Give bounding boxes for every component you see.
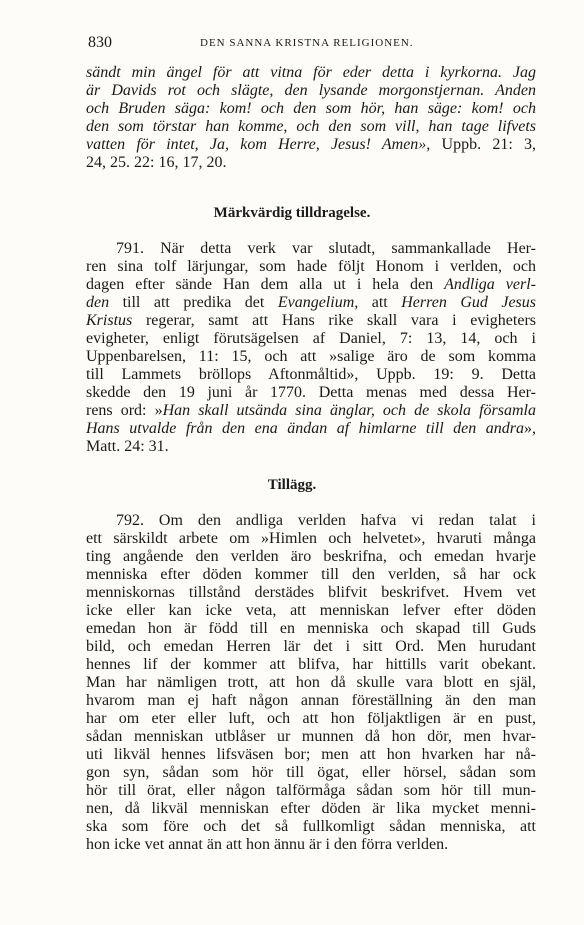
text-span: Uppb. 21: 3, bbox=[430, 136, 536, 153]
italic-span: Evangelium, bbox=[277, 294, 359, 311]
text-line: 792. Om den andliga verlden hafva vi redan talat i bbox=[116, 512, 536, 529]
section-heading: Märkvärdig tilldragelse. bbox=[213, 205, 371, 221]
text-line: gon syn, sådan som hör till ögat, eller hörsel, sådan som bbox=[86, 764, 536, 781]
text-line: menniska efter döden kommer till den verlden, så har ock bbox=[86, 566, 536, 583]
text-line: hvarom man ej haft någon annan föreställning än den man bbox=[86, 692, 536, 709]
text-span: till att predika det bbox=[109, 294, 278, 311]
text-line bbox=[86, 312, 536, 330]
italic-span: vatten för intet, Ja, kom Herre, Jesus! Amen», bbox=[86, 136, 431, 153]
text-line: emedan hon är född till en menniska och skapad till Guds bbox=[86, 620, 536, 637]
text-line: sådan menniskan utblåser ur munnen då hon dör, men hvar- bbox=[86, 728, 536, 745]
text-line: till Lammets bröllops Aftonmåltid», Uppb. 19: 9. Detta bbox=[86, 366, 536, 383]
text-span: att bbox=[358, 294, 402, 311]
text-line: nen, då likväl menniskan efter döden är lika mycket menni- bbox=[86, 800, 536, 817]
text-line: och Bruden säga: kom! och den som hör, han säge: kom! och bbox=[86, 100, 536, 117]
text-line bbox=[86, 136, 536, 154]
text-line: ska som före och det så fullkomligt sådan menniska, att bbox=[86, 818, 536, 835]
text-line bbox=[86, 402, 536, 420]
page-header bbox=[88, 34, 536, 50]
text-line: ren sina tolf lärjungar, som hade följt Honom i verlden, och bbox=[86, 258, 536, 275]
text-line: den som törstar han komme, och den som vill, han tage lifvets bbox=[86, 118, 536, 135]
italic-span: Hans utvalde från den ena ändan af himlarne till den andra bbox=[86, 420, 524, 437]
text-line: bild, och emedan Herren lär det i sitt Ord. Men hurudant bbox=[86, 638, 536, 655]
text-line: har om eter eller luft, och att hon följaktligen är en pust, bbox=[86, 710, 536, 727]
italic-span: Han skall utsända sina änglar, och de skola församla bbox=[162, 402, 536, 419]
text-span: dagen efter sände Han dem alla ut i hela den bbox=[86, 276, 445, 293]
text-line: 24, 25. 22: 16, 17, 20. bbox=[86, 154, 227, 171]
italic-span: Herren Gud Jesus bbox=[401, 294, 536, 311]
italic-span: den bbox=[86, 294, 110, 311]
text-line: evigheter, enligt förutsägelsen af Daniel, 7: 13, 14, och i bbox=[86, 330, 536, 347]
running-title: DEN SANNA KRISTNA RELIGIONEN. bbox=[200, 37, 414, 49]
text-line: hennes lif der kommer att blifva, har hittills varit obekant. bbox=[86, 656, 536, 673]
text-line: sändt min ängel för att vitna för eder detta i kyrkorna. Jag bbox=[86, 64, 536, 81]
italic-span: Kristus bbox=[86, 312, 133, 329]
text-line: hör till örat, eller någon talförmåga sådan som hör till mun- bbox=[86, 782, 536, 799]
text-line: Man har nämligen trott, att hon då skulle vara blott en själ, bbox=[86, 674, 536, 691]
text-line: 791. När detta verk var slutadt, sammankallade Her- bbox=[116, 240, 536, 257]
text-span: », bbox=[524, 420, 536, 437]
text-line: menniskornas tillstånd derstädes blifvit beskrifvet. Hvem vet bbox=[86, 584, 536, 601]
text-line: Matt. 24: 31. bbox=[86, 438, 169, 455]
text-line: uti likväl hennes lifsväsen bor; men att hon hvarken har nå- bbox=[86, 746, 536, 763]
text-line bbox=[86, 276, 536, 294]
text-line: är Davids rot och slägte, den lysande morgonstjernan. Anden bbox=[86, 82, 536, 99]
text-line: ting angående den verlden äro beskrifna, och emedan hvarje bbox=[86, 548, 536, 565]
section-heading: Tillägg. bbox=[267, 477, 317, 493]
text-line: icke eller kan icke veta, att menniskan lefver efter döden bbox=[86, 602, 536, 619]
text-span: rens ord: » bbox=[86, 402, 163, 419]
text-line: Uppenbarelsen, 11: 15, och att »salige äro de som komma bbox=[86, 348, 536, 365]
text-line: ett särskildt arbete om »Himlen och helvetet», hvaruti många bbox=[86, 530, 536, 547]
italic-span: Andliga verl- bbox=[444, 276, 536, 293]
text-line: skedde den 19 juni år 1770. Detta menas med dessa Her- bbox=[86, 384, 536, 401]
text-line bbox=[86, 420, 536, 438]
page-number: 830 bbox=[88, 34, 112, 51]
text-line: hon icke vet annat än att hon ännu är i den förra verlden. bbox=[86, 836, 449, 853]
text-span: regerar, samt att Hans rike skall vara i evigheters bbox=[132, 312, 536, 329]
text-line bbox=[86, 294, 536, 312]
